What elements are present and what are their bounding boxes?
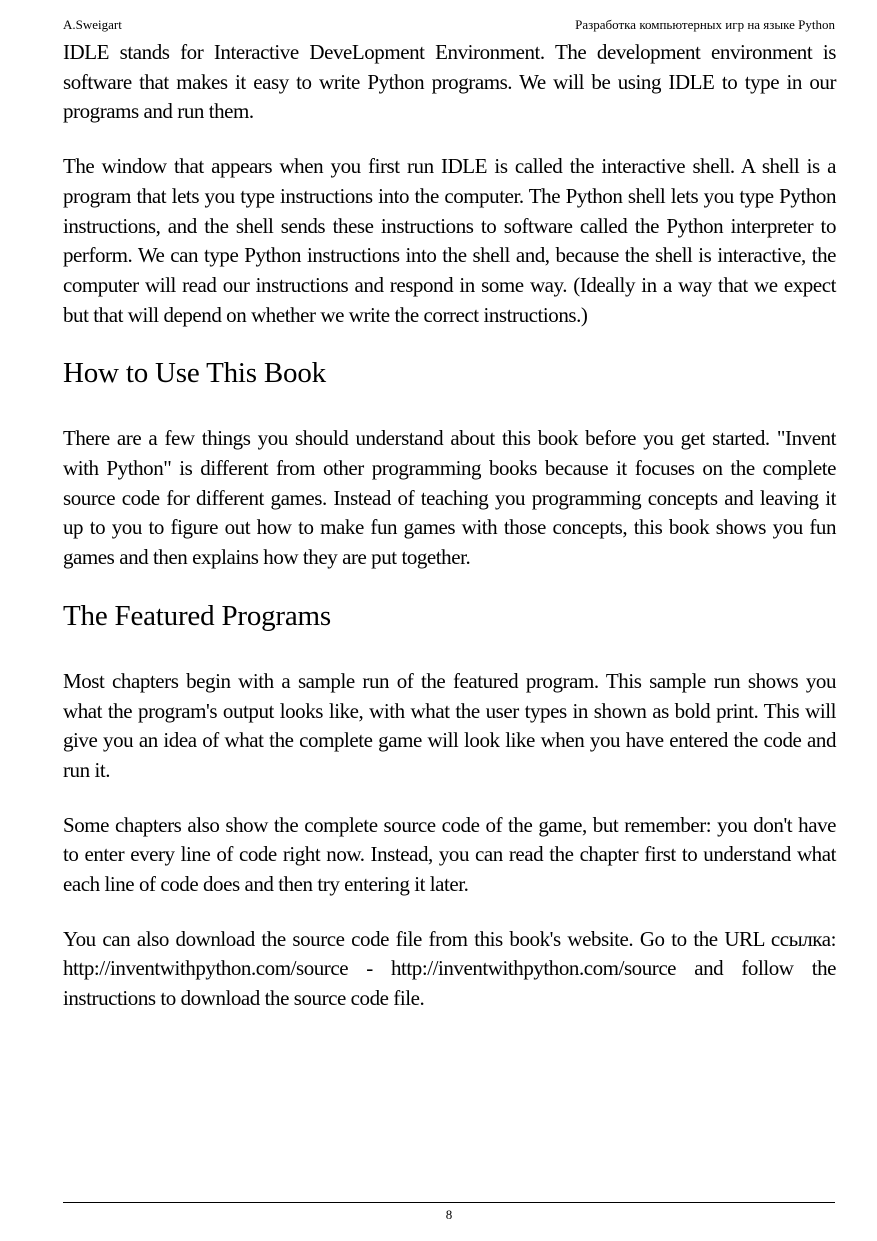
footer-rule xyxy=(63,1202,835,1203)
paragraph-source-code: Some chapters also show the complete source code of the game, but remember: you don't have to enter every line of code right now. Instead, you can read the chapter first to understand what each line of code does and then try entering it later. xyxy=(63,812,836,897)
running-header xyxy=(63,16,835,34)
page-number: 8 xyxy=(445,1207,453,1222)
section-title-how-to-use: How to Use This Book xyxy=(63,357,326,390)
paragraph-idle-definition: IDLE stands for Interactive DeveLopment Environment. The development environment is software that makes it easy to write Python programs. We will be using IDLE to type in our programs and run them. xyxy=(63,40,836,124)
header-book-title: Разработка компьютерных игр на языке Python xyxy=(575,17,835,32)
section-title-featured-programs: The Featured Programs xyxy=(63,599,332,632)
paragraph-sample-run: Most chapters begin with a sample run of the featured program. This sample run shows you what the program's output looks like, with what the user types in shown as bold print. This will give you an idea of what the complete game will look like when you have entered the code and run it. xyxy=(63,668,836,782)
paragraph-how-to-use: There are a few things you should understand about this book before you get started. "Invent with Python" is different from other programming books because it focuses on the complete source code for different games. Instead of teaching you programming concepts and leaving it up to you to figure out how to make fun games with those concepts, this book shows you fun games and then explains how they are put together. xyxy=(63,426,836,570)
paragraph-interactive-shell: The window that appears when you first run IDLE is called the interactive shell. A shell is a program that lets you type instructions into the computer. The Python shell lets you type Python instructions, and the shell sends these instructions to software called the Python interpreter to perform. We can type Python instructions into the shell and, because the shell is interactive, the computer will read our instructions and respond in some way. (Ideally in a way that we expect but that will depend on whether we write the correct instructions.) xyxy=(63,154,836,327)
page-content xyxy=(63,38,836,1039)
header-author: A.Sweigart xyxy=(63,17,122,32)
paragraph-download: You can also download the source code file from this book's website. Go to the URL ссылка: http://inventwithpython.com/source - http://inventwithpython.com/source and follow the instructions to download the source code file. xyxy=(63,926,836,1011)
